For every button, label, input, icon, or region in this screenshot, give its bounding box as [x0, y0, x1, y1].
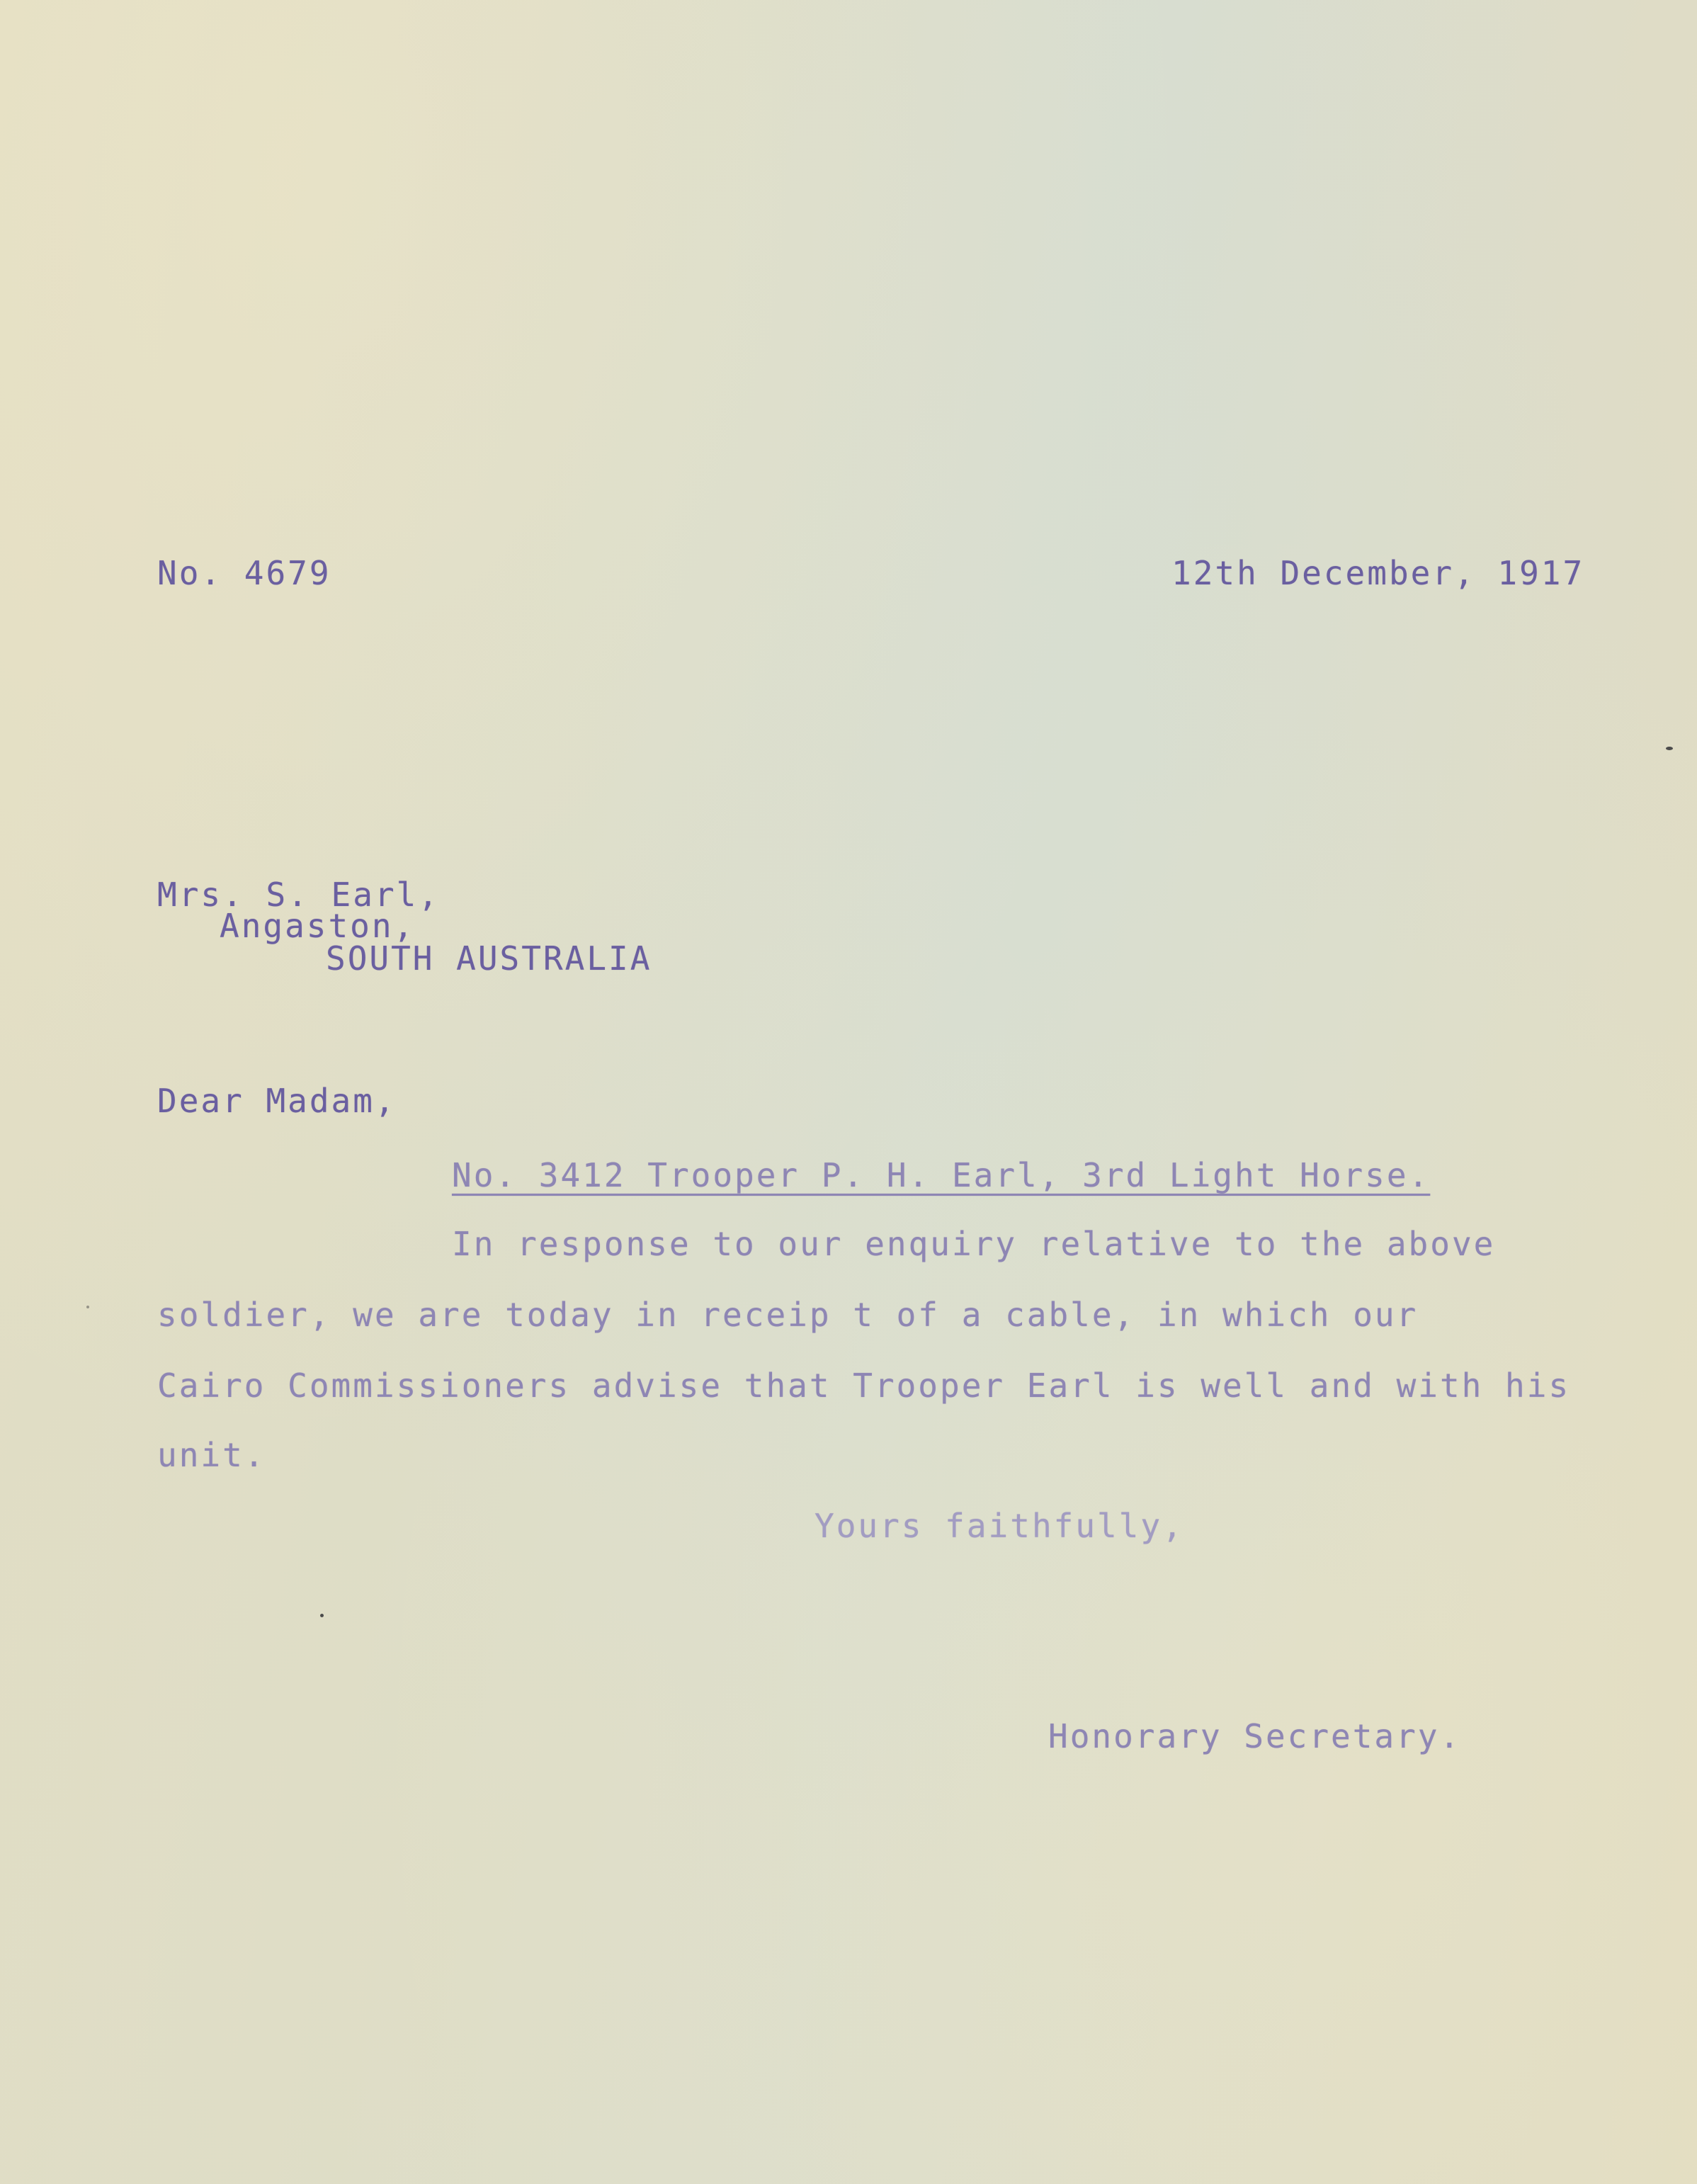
paper-speck	[320, 1614, 324, 1617]
body-line: In response to our enquiry relative to the above	[452, 1225, 1496, 1263]
letter-date: 12th December, 1917	[1171, 554, 1585, 592]
body-line: unit.	[157, 1436, 266, 1474]
subject-line: No. 3412 Trooper P. H. Earl, 3rd Light Horse.	[452, 1156, 1431, 1194]
body-line: Cairo Commissioners advise that Trooper Earl is well and with his	[157, 1367, 1571, 1405]
reference-number: No. 4679	[157, 554, 331, 592]
salutation: Dear Madam,	[157, 1082, 397, 1120]
body-line: soldier, we are today in receip t of a cable, in which our	[157, 1296, 1419, 1334]
closing: Yours faithfully,	[815, 1507, 1184, 1545]
recipient-state: SOUTH AUSTRALIA	[326, 939, 652, 978]
recipient-name: Mrs. S. Earl,	[157, 876, 441, 914]
recipient-town: Angaston,	[220, 907, 416, 945]
paper-speck	[1666, 747, 1673, 750]
signatory-title: Honorary Secretary.	[1048, 1717, 1462, 1755]
paper-speck	[86, 1306, 89, 1308]
